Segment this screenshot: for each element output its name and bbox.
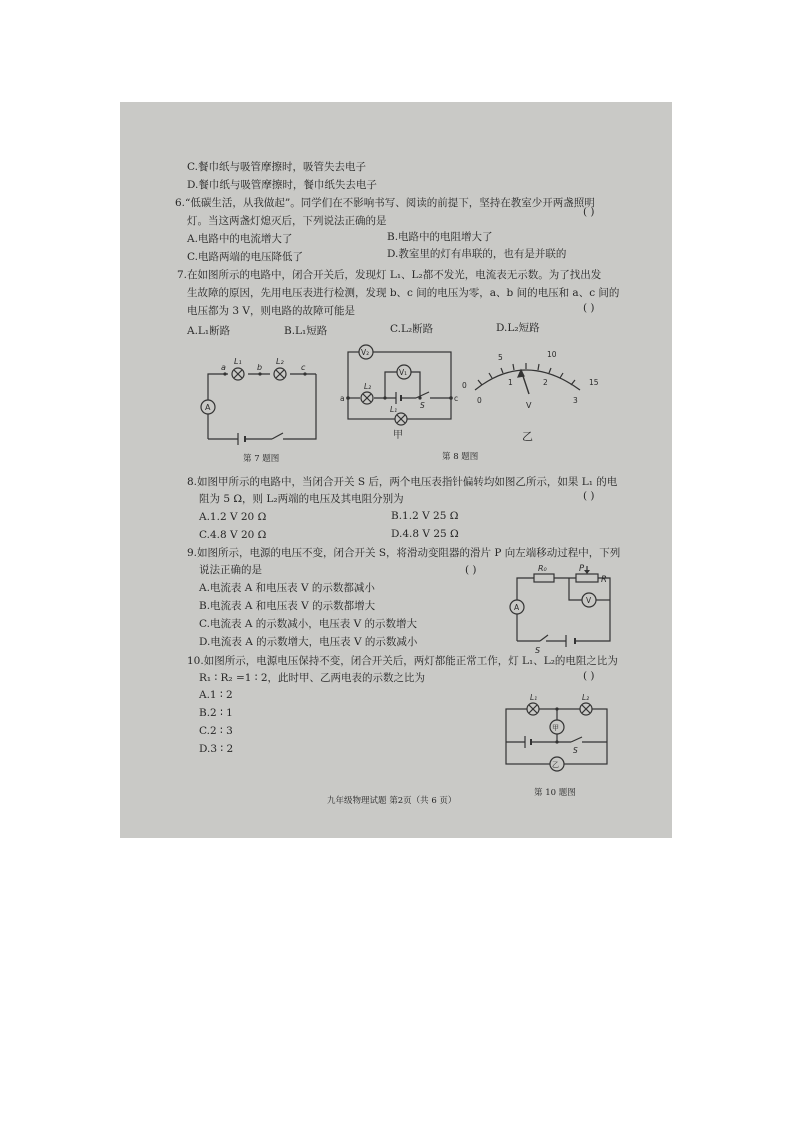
q7-answer-paren: ( )	[583, 302, 595, 314]
q9-option-c: C.电流表 A 的示数减小，电压表 V 的示数增大	[199, 618, 418, 630]
q8-option-d: D.4.8 V 25 Ω	[391, 528, 459, 540]
fig7-ammeter-symbol: A	[205, 403, 211, 412]
q5-option-d: D.餐巾纸与吸管摩擦时，餐巾纸失去电子	[187, 179, 377, 191]
q7-option-d: D.L₂短路	[496, 322, 540, 334]
figure-10-circuit	[120, 102, 672, 838]
fig8-meter-top-0: 0	[462, 381, 467, 390]
fig9-r0-label: R₀	[538, 564, 547, 573]
q9-stem-line1: 9.如图所示，电源的电压不变，闭合开关 S，将滑动变阻器的滑片 P 向左端移动过程中，下列	[187, 547, 621, 559]
fig8-meter-top-10: 10	[547, 350, 557, 359]
fig8-l2-label: L₂	[364, 382, 372, 391]
q7-option-a: A.L₁断路	[187, 325, 231, 337]
fig7-label-c: c	[301, 363, 306, 372]
fig10-meter-jia: 甲	[552, 724, 559, 732]
q9-option-a: A.电流表 A 和电压表 V 的示数都减小	[199, 582, 375, 594]
q8-stem-line2: 阻为 5 Ω，则 L₂两端的电压及其电阻分别为	[199, 493, 404, 505]
fig8-yi-label: 乙	[522, 430, 533, 443]
q8-option-a: A.1.2 V 20 Ω	[199, 511, 267, 523]
q6-option-a: A.电路中的电流增大了	[187, 233, 293, 245]
q7-option-b: B.L₁短路	[284, 325, 328, 337]
q9-answer-paren: ( )	[465, 564, 477, 576]
fig7-label-b: b	[257, 363, 263, 372]
fig8-meter-bottom-0: 0	[477, 396, 482, 405]
figure-8-caption: 第 8 题图	[442, 452, 479, 462]
fig8-meter-unit: V	[526, 401, 532, 410]
fig8-jia-label: 甲	[393, 430, 403, 441]
q8-stem-line1: 8.如图甲所示的电路中，当闭合开关 S 后，两个电压表指针偏转均如图乙所示，如果 L₁ 的电	[187, 476, 618, 488]
q8-option-b: B.1.2 V 25 Ω	[391, 510, 459, 522]
q10-option-c: C.2 ∶ 3	[199, 725, 233, 737]
fig9-ammeter-symbol: A	[514, 603, 520, 612]
q9-stem-line2: 说法正确的是	[199, 564, 262, 576]
page-footer: 九年级物理试题 第2页（共 6 页）	[327, 796, 457, 806]
q10-option-d: D.3 ∶ 2	[199, 743, 234, 755]
fig8-s-label: S	[420, 401, 425, 410]
q10-answer-paren: ( )	[583, 670, 595, 682]
q7-stem-line1: 7.在如图所示的电路中，闭合开关后，发现灯 L₁、L₂都不发光，电流表无示数。为了找出发	[177, 269, 602, 281]
q10-option-a: A.1 ∶ 2	[199, 689, 233, 701]
fig9-switch-label: S	[535, 646, 541, 655]
fig8-meter-top-5: 5	[498, 353, 503, 362]
fig7-label-a: a	[221, 363, 226, 372]
fig10-l1-label: L₁	[530, 693, 538, 702]
fig10-switch-label: S	[573, 746, 578, 755]
fig8-v2-symbol: V₂	[361, 348, 370, 357]
q7-stem-line3: 电压都为 3 V，则电路的故障可能是	[187, 305, 355, 317]
fig8-meter-top-15: 15	[589, 378, 599, 387]
q10-stem-line2: R₁ ∶ R₂ =1 ∶ 2，此时甲、乙两电表的示数之比为	[199, 672, 426, 684]
fig7-label-l1: L₁	[234, 357, 242, 366]
q6-option-d: D.教室里的灯有串联的，也有是并联的	[387, 248, 567, 260]
fig10-meter-yi: 乙	[552, 761, 559, 769]
fig8-a-label: a	[340, 394, 345, 403]
fig9-r-label: R	[601, 575, 607, 585]
q6-stem-line2: 灯。当这两盏灯熄灭后，下列说法正确的是	[187, 215, 387, 227]
figure-10-caption: 第 10 题图	[534, 788, 576, 798]
fig8-meter-bottom-1: 1	[508, 378, 513, 387]
q5-option-c: C.餐巾纸与吸管摩擦时，吸管失去电子	[187, 161, 366, 173]
q10-option-b: B.2 ∶ 1	[199, 707, 233, 719]
fig8-meter-bottom-3: 3	[573, 396, 578, 405]
fig8-meter-bottom-2: 2	[543, 378, 548, 387]
q8-answer-paren: ( )	[583, 490, 595, 502]
fig9-p-label: P	[579, 564, 585, 574]
fig8-l1-label: L₁	[390, 405, 398, 414]
q6-option-c: C.电路两端的电压降低了	[187, 251, 303, 263]
fig8-v1-symbol: V₁	[399, 368, 408, 377]
figure-7-caption: 第 7 题图	[243, 454, 280, 464]
fig10-l2-label: L₂	[582, 693, 590, 702]
fig7-label-l2: L₂	[276, 357, 284, 366]
q8-option-c: C.4.8 V 20 Ω	[199, 529, 267, 541]
q7-stem-line2: 生故障的原因，先用电压表进行检测，发现 b、c 间的电压为零，a、b 间的电压和 a、c 间的	[187, 287, 620, 299]
exam-page	[120, 102, 672, 838]
q9-option-b: B.电流表 A 和电压表 V 的示数都增大	[199, 600, 376, 612]
q9-option-d: D.电流表 A 的示数增大，电压表 V 的示数减小	[199, 636, 418, 648]
fig8-c-label: c	[454, 394, 459, 403]
q10-stem-line1: 10.如图所示，电源电压保持不变，闭合开关后，两灯都能正常工作，灯 L₁、L₂的电阻之比为	[187, 655, 618, 667]
q6-stem-line1: 6.“低碳生活，从我做起”。同学们在不影响书写、阅读的前提下，坚持在教室少开两盏照明	[175, 197, 595, 209]
q6-option-b: B.电路中的电阻增大了	[387, 231, 493, 243]
q7-option-c: C.L₂断路	[390, 323, 434, 335]
q6-answer-paren: ( )	[583, 206, 595, 218]
fig9-voltmeter-symbol: V	[586, 596, 592, 605]
